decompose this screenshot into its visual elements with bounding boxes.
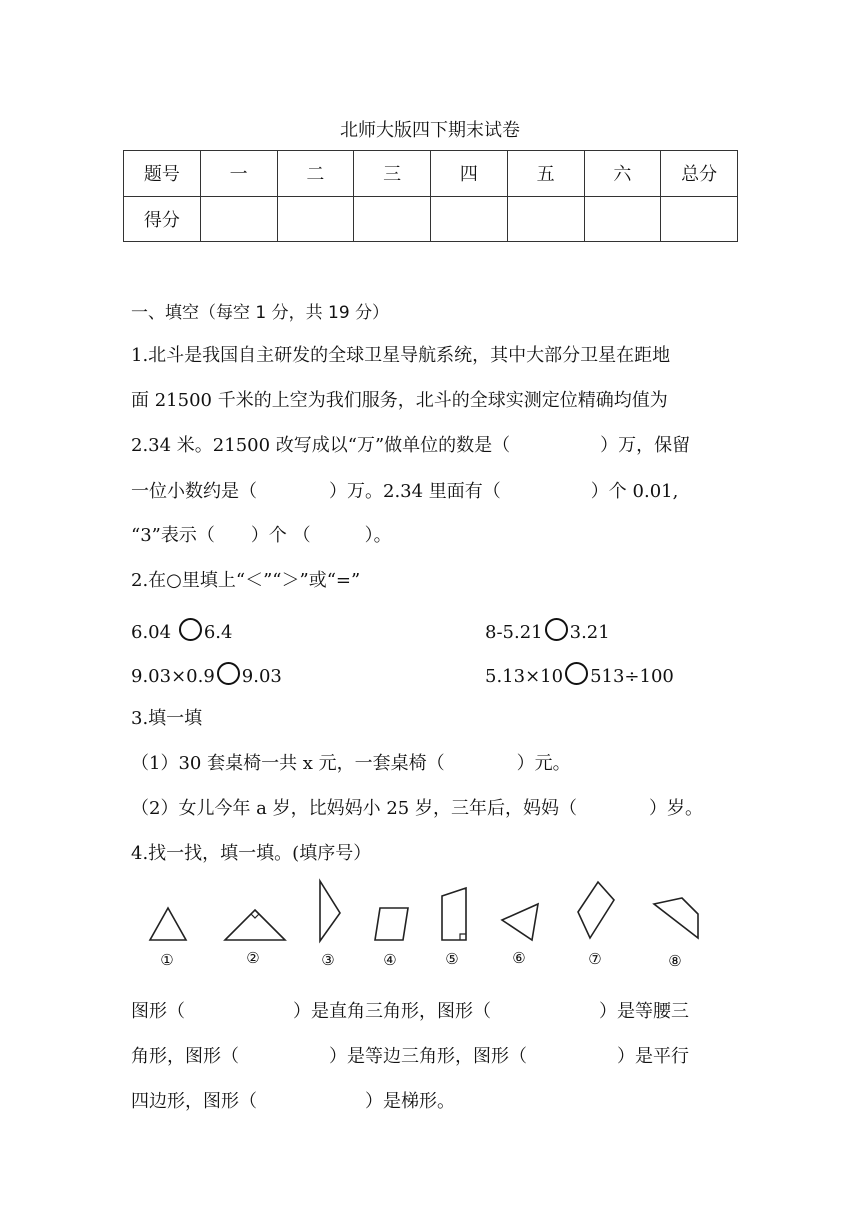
score-cell[interactable] [507,196,584,242]
shape-6-triangle-icon [500,900,542,942]
score-cell[interactable] [200,196,277,242]
shape-5-right-trapezoid-icon [438,886,472,942]
q2-item-2 [485,618,610,643]
compare-circle-icon[interactable] [565,662,588,685]
score-table-header-row [124,151,738,197]
q2-item-left: 8-5.21 [485,622,543,643]
score-table-header-cell: 总分 [661,151,738,197]
q1-line-5: “3”表示（ ）个 （ ）。 [131,525,392,546]
shape-2-isosceles-right-triangle-icon [222,906,288,942]
q4-line-1: 图形（ ）是直角三角形，图形（ ）是等腰三 [131,1001,689,1022]
shape-4-parallelogram-icon [372,906,412,942]
compare-circle-icon[interactable] [217,662,240,685]
score-table-header-cell: 四 [431,151,508,197]
shape-label: ② [246,949,260,967]
shape-label: ⑧ [668,952,682,970]
compare-circle-icon[interactable] [179,618,202,641]
shape-7-quadrilateral-icon [574,880,616,942]
q2-prompt: 2.在○里填上“＜”“＞”或“=” [131,570,361,591]
q3-sub-2: （2）女儿今年 a 岁，比妈妈小 25 岁，三年后，妈妈（ ）岁。 [131,798,703,819]
shape-label: ⑦ [588,950,602,968]
q3-sub-1: （1）30 套桌椅一共 x 元，一套桌椅（ ）元。 [131,753,571,774]
shape-3-triangle-icon [314,879,344,943]
score-cell[interactable] [584,196,661,242]
section-1-heading: 一、填空（每空 1 分，共 19 分） [131,303,390,323]
q2-item-left: 6.04 [131,622,172,643]
score-table-header-cell: 题号 [124,151,201,197]
q1-line-1: 1.北斗是我国自主研发的全球卫星导航系统，其中大部分卫星在距地 [131,345,671,366]
shape-8-quadrilateral-icon [650,894,702,942]
q2-item-right: 513÷100 [590,666,674,687]
q2-item-left: 5.13×10 [485,666,564,687]
q4-line-3: 四边形，图形（ ）是梯形。 [131,1091,455,1112]
score-table-header-cell: 三 [354,151,431,197]
q2-item-right: 6.4 [203,622,233,643]
q1-line-4: 一位小数约是（ ）万。2.34 里面有（ ）个 0.01, [131,481,679,502]
score-table-header-cell: 五 [507,151,584,197]
q2-item-right: 3.21 [569,622,610,643]
shape-label: ⑤ [445,950,459,968]
score-cell[interactable] [277,196,354,242]
score-row-label: 得分 [124,196,201,242]
compare-circle-icon[interactable] [545,618,568,641]
score-table [123,150,738,242]
score-cell[interactable] [431,196,508,242]
page-title: 北师大版四下期末试卷 [340,120,520,141]
score-table-header-cell: 二 [277,151,354,197]
score-cell[interactable] [661,196,738,242]
score-table-score-row [124,196,738,242]
q1-line-2: 面 21500 千米的上空为我们服务，北斗的全球实测定位精确均值为 [131,390,668,411]
q4-line-2: 角形，图形（ ）是等边三角形，图形（ ）是平行 [131,1046,689,1067]
shape-label: ④ [383,951,397,969]
q2-item-left: 9.03×0.9 [131,666,215,687]
shape-label: ③ [321,951,335,969]
q1-line-3: 2.34 米。21500 改写成以“万”做单位的数是（ ）万，保留 [131,435,691,456]
score-table-header-cell: 六 [584,151,661,197]
q2-item-3 [131,662,282,687]
q4-prompt: 4.找一找，填一填。(填序号） [131,843,372,864]
q2-item-4 [485,662,674,687]
shape-label: ⑥ [512,949,526,967]
q2-item-right: 9.03 [241,666,282,687]
q2-item-1 [131,618,232,643]
score-cell[interactable] [354,196,431,242]
shape-1-equilateral-triangle-icon [148,906,188,942]
q3-prompt: 3.填一填 [131,708,203,729]
score-table-header-cell: 一 [200,151,277,197]
shape-label: ① [160,951,174,969]
